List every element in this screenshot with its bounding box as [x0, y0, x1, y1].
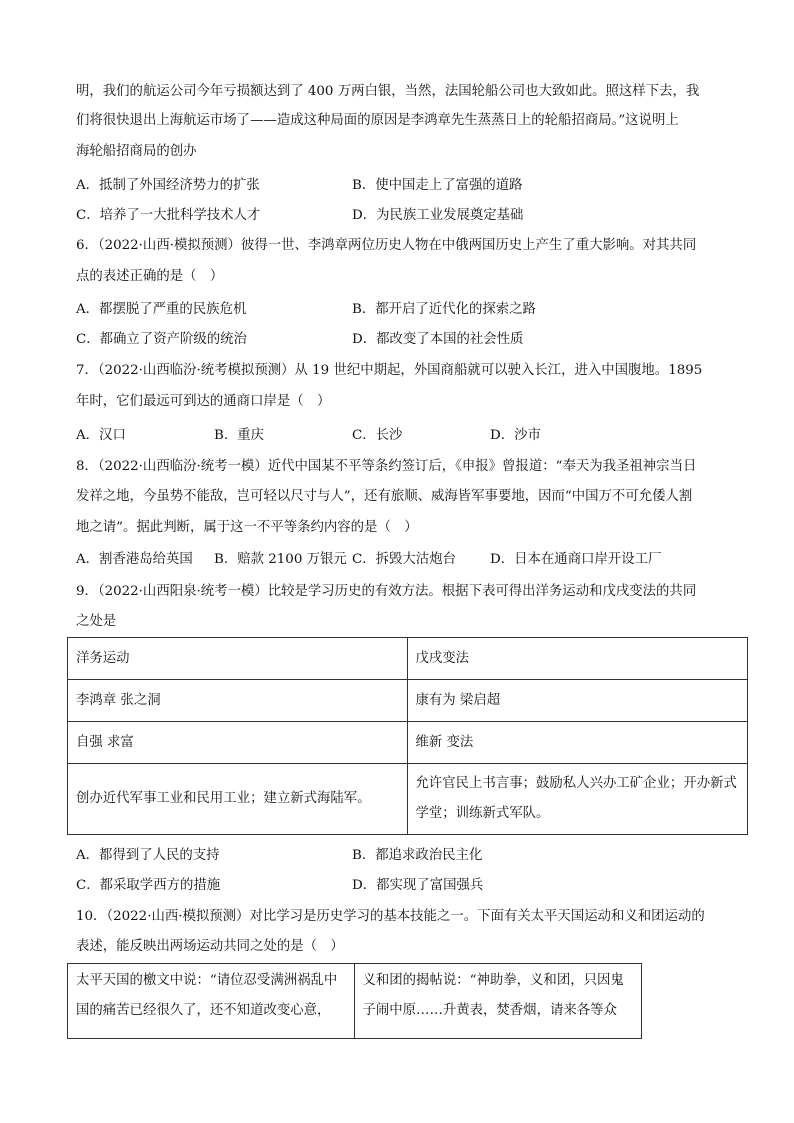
- q7-option-a[interactable]: A．汉口: [76, 428, 126, 443]
- q9-option-c[interactable]: C．都采取学西方的措施: [76, 878, 221, 893]
- q7-stem-line-2: 年时，它们最远可到达的通商口岸是（ ）: [76, 394, 331, 409]
- q9-stem-line-2: 之处是: [76, 614, 117, 629]
- intro-option-d[interactable]: D．为民族工业发展奠定基础: [352, 208, 524, 223]
- q6-option-c[interactable]: C．都确立了资产阶级的统治: [76, 332, 247, 347]
- table-cell: 洋务运动: [68, 638, 408, 680]
- q6-stem-line-2: 点的表述正确的是（ ）: [76, 269, 224, 284]
- q9-comparison-table: [67, 637, 748, 835]
- q8-stem-line-3: 地之请”。据此判断，属于这一不平等条约内容的是（ ）: [76, 520, 418, 535]
- q10-stem-line-1: 10．（2022·山西·模拟预测）对比学习是历史学习的基本技能之一。下面有关太平天国运动和义和团运动的: [76, 909, 705, 924]
- q8-option-d[interactable]: D．日本在通商口岸开设工厂: [490, 552, 662, 567]
- intro-option-a[interactable]: A．抵制了外国经济势力的扩张: [76, 178, 260, 193]
- q6-option-d[interactable]: D．都改变了本国的社会性质: [352, 332, 524, 347]
- table-cell: 义和团的揭帖说：“神助拳，义和团，只因鬼子闹中原……升黄表，焚香烟，请来各等众: [354, 964, 642, 1039]
- table-cell: 康有为 梁启超: [407, 680, 748, 722]
- table-row: [68, 722, 748, 764]
- q9-option-a[interactable]: A．都得到了人民的支持: [76, 848, 220, 863]
- q7-option-d[interactable]: D．沙市: [490, 428, 541, 443]
- table-cell: 李鸿章 张之洞: [68, 680, 408, 722]
- table-cell: 太平天国的檄文中说：“请位忍受满洲祸乱中国的痛苦已经很久了，还不知道改变心意，: [68, 964, 355, 1039]
- q7-stem-line-1: 7．（2022·山西临汾·统考模拟预测）从 19 世纪中期起，外国商船就可以驶入长江，进入中国腹地。1895: [76, 363, 703, 378]
- table-cell: 维新 变法: [407, 722, 748, 764]
- q9-stem-line-1: 9．（2022·山西阳泉·统考一模）比较是学习历史的有效方法。根据下表可得出洋务运动和戊戌变法的共同: [76, 584, 697, 599]
- table-cell: 自强 求富: [68, 722, 408, 764]
- table-row: [68, 638, 748, 680]
- intro-line-1: 明，我们的航运公司今年亏损额达到了 400 万两白银，当然，法国轮船公司也大致如此。照这样下去，我: [76, 84, 700, 99]
- intro-line-3: 海轮船招商局的创办: [76, 144, 197, 159]
- q6-option-a[interactable]: A．都摆脱了严重的民族危机: [76, 302, 247, 317]
- q6-stem-line-1: 6．（2022·山西·模拟预测）彼得一世、李鸿章两位历史人物在中俄两国历史上产生了重大影响。对其共同: [76, 238, 697, 253]
- intro-option-b[interactable]: B．使中国走上了富强的道路: [352, 178, 523, 193]
- q10-comparison-table: [67, 963, 642, 1039]
- q8-stem-line-1: 8．（2022·山西临汾·统考一模）近代中国某不平等条约签订后，《申报》曾报道：“奉天为我圣祖神宗当日: [76, 459, 697, 474]
- q8-option-a[interactable]: A．割香港岛给英国: [76, 552, 193, 567]
- q6-option-b[interactable]: B．都开启了近代化的探索之路: [352, 302, 536, 317]
- q8-option-b[interactable]: B．赔款 2100 万银元: [214, 552, 347, 567]
- table-row: [68, 680, 748, 722]
- q7-option-b[interactable]: B．重庆: [214, 428, 265, 443]
- q9-option-d[interactable]: D．都实现了富国强兵: [352, 878, 484, 893]
- q8-option-c[interactable]: C．拆毁大沽炮台: [352, 552, 456, 567]
- table-cell: 允许官民上书言事；鼓励私人兴办工矿企业；开办新式学堂；训练新式军队。: [407, 764, 748, 835]
- q7-option-c[interactable]: C．长沙: [352, 428, 403, 443]
- table-row: [68, 764, 748, 835]
- intro-line-2: 们将很快退出上海航运市场了——造成这种局面的原因是李鸿章先生蒸蒸日上的轮船招商局。”这说明上: [76, 113, 679, 128]
- table-cell: 戊戌变法: [407, 638, 748, 680]
- q9-option-b[interactable]: B．都追求政治民主化: [352, 848, 483, 863]
- q10-stem-line-2: 表述，能反映出两场运动共同之处的是（ ）: [76, 939, 344, 954]
- table-cell: 创办近代军事工业和民用工业；建立新式海陆军。: [68, 764, 408, 835]
- q8-stem-line-2: 发祥之地，今虽势不能敌，岂可轻以尺寸与人”，还有旅顺、威海皆军事要地，因而“中国万不可允倭人割: [76, 489, 693, 504]
- intro-option-c[interactable]: C．培养了一大批科学技术人才: [76, 208, 261, 223]
- table-row: [68, 964, 642, 1039]
